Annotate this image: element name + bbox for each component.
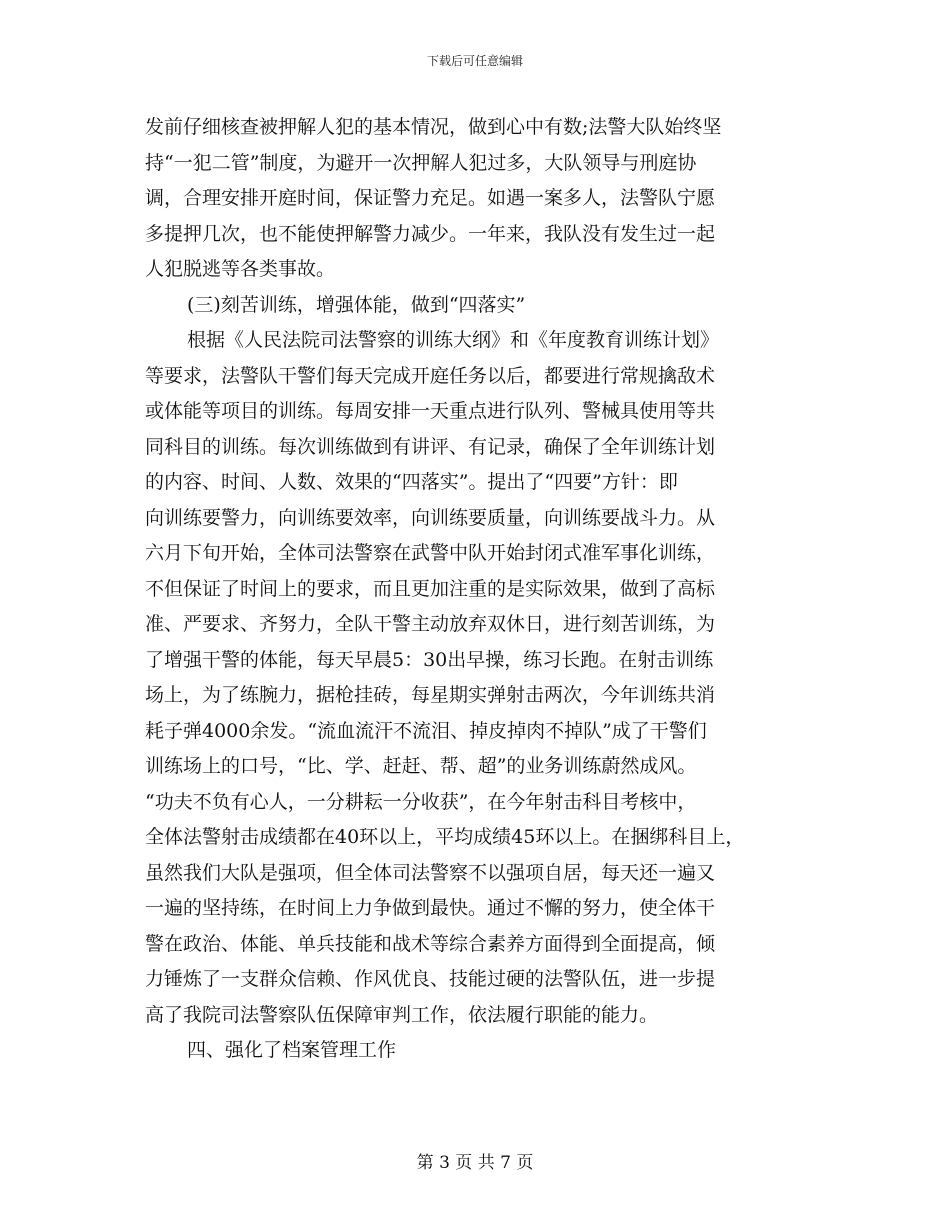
- text-line: 六月下旬开始，全体司法警察在武警中队开始封闭式准军事化训练，: [145, 542, 716, 564]
- section-heading: 四、强化了档案管理工作: [187, 1039, 397, 1061]
- text-line: 高了我院司法警察队伍保障审判工作，依法履行职能的能力。: [145, 1003, 659, 1026]
- text-line: “功夫不负有心人，一分耕耘一分收获”，在今年射击科目考核中，: [145, 790, 697, 813]
- text-line: 发前仔细核查被押解人犯的基本情况，做到心中有数;法警大队始终坚: [145, 116, 722, 138]
- text-line: 向训练要警力，向训练要效率，向训练要质量，向训练要战斗力。从: [145, 506, 716, 529]
- text-line: 准、严要求、齐努力，全队干警主动放弃双休日，进行刻苦训练，为: [145, 613, 716, 635]
- section-heading: (三)刻苦训练，增强体能，做到“四落实”: [187, 293, 526, 316]
- text-line: 不但保证了时间上的要求，而且更加注重的是实际效果，做到了高标: [145, 577, 716, 600]
- text-line: 虽然我们大队是强项，但全体司法警察不以强项自居，每天还一遍又: [145, 861, 716, 884]
- text-line: 或体能等项目的训练。每周安排一天重点进行队列、警械具使用等共: [145, 400, 716, 422]
- text-line: 多提押几次，也不能使押解警力减少。一年来，我队没有发生过一起: [145, 222, 716, 245]
- body-text: [145, 110, 835, 1069]
- page-footer: 第 3 页 共 7 页: [416, 1153, 534, 1173]
- text-line: 警在政治、体能、单兵技能和战术等综合素养方面得到全面提高，倾: [145, 932, 716, 955]
- text-line: 全体法警射击成绩都在40环以上，平均成绩45环以上。在捆绑科目上，: [145, 826, 745, 848]
- text-line: 人犯脱逃等各类事故。: [145, 258, 336, 280]
- text-line: 了增强干警的体能，每天早晨5：30出早操，练习长跑。在射击训练: [145, 648, 714, 671]
- text-line: 持“一犯二管”制度，为避开一次押解人犯过多，大队领导与刑庭协: [145, 151, 697, 174]
- text-line: 的内容、时间、人数、效果的“四落实”。提出了“四要”方针：即: [145, 471, 678, 493]
- text-line: 力锤炼了一支群众信赖、作风优良、技能过硬的法警队伍，进一步提: [145, 968, 716, 990]
- text-line: 同科目的训练。每次训练做到有讲评、有记录，确保了全年训练计划: [145, 435, 716, 458]
- text-line: 训练场上的口号，“比、学、赶赶、帮、超”的业务训练蔚然成风。: [145, 755, 697, 777]
- page-header: 下载后可任意编辑: [426, 54, 523, 68]
- text-line: 调，合理安排开庭时间，保证警力充足。如遇一案多人，法警队宁愿: [145, 187, 716, 209]
- paragraph-start: 根据《人民法院司法警察的训练大纲》和《年度教育训练计划》: [187, 329, 720, 351]
- text-line: 耗子弹4000余发。“流血流汗不流泪、掉皮掉肉不掉队”成了干警们: [145, 719, 707, 742]
- text-line: 场上，为了练腕力，据枪挂砖，每星期实弹射击两次，今年训练共消: [145, 684, 716, 706]
- text-line: 一遍的坚持练，在时间上力争做到最快。通过不懈的努力，使全体干: [145, 897, 716, 919]
- text-line: 等要求，法警队干警们每天完成开庭任务以后，都要进行常规擒敌术: [145, 364, 716, 387]
